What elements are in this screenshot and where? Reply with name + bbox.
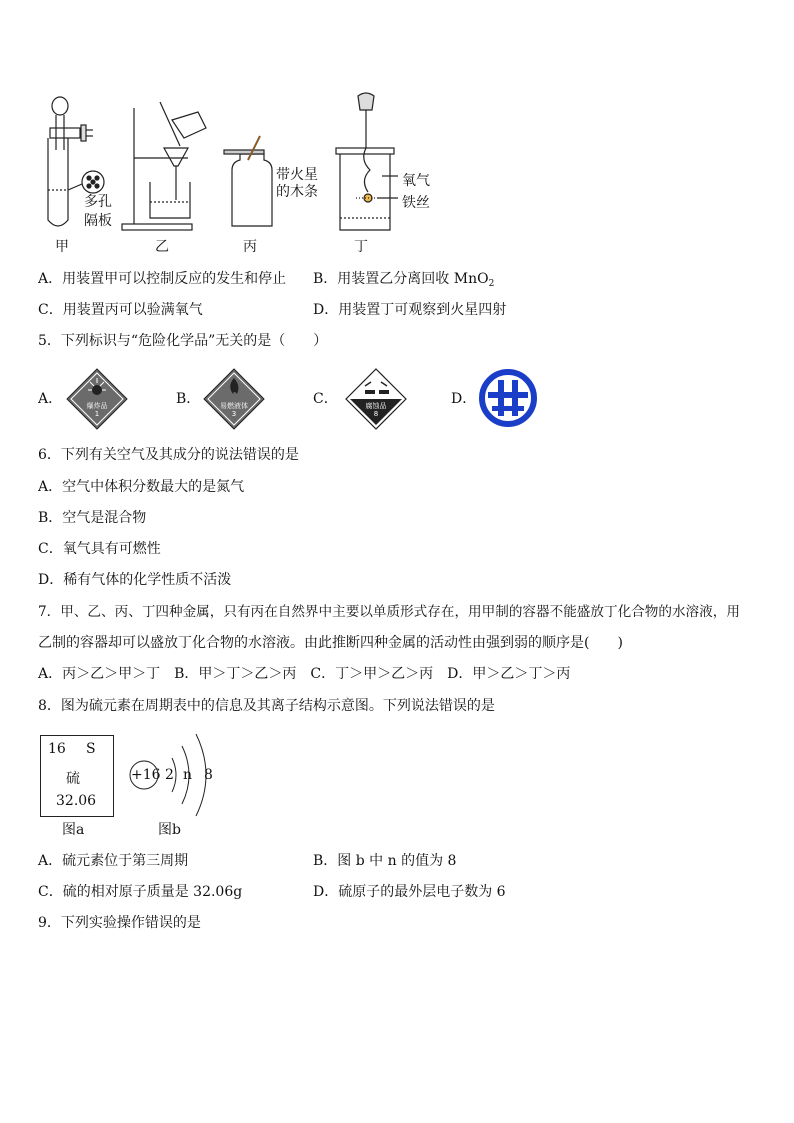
q7-options: A．丙＞乙＞甲＞丁 B．甲＞丁＞乙＞丙 C．丁＞甲＞乙＞丙 D．甲＞乙＞丁＞丙 — [38, 666, 571, 682]
q6-option-d: D．稀有气体的化学性质不活泼 — [38, 572, 232, 588]
q8-stem: 8．图为硫元素在周期表中的信息及其离子结构示意图。下列说法错误的是 — [38, 698, 495, 714]
q5-opt-b: B． — [176, 391, 201, 407]
corrosive-sign-num: 8 — [373, 410, 379, 418]
jia-label-1: 多孔 — [84, 194, 112, 210]
q5-opt-c: C． — [313, 391, 338, 407]
explosive-sign-num: 1 — [94, 410, 100, 418]
q6-option-b: B．空气是混合物 — [38, 510, 147, 526]
apparatus-label-ding: 丁 — [354, 239, 368, 255]
q6-option-c: C．氧气具有可燃性 — [38, 541, 161, 557]
flammable-liquid-sign-num: 3 — [231, 410, 237, 418]
q5-opt-d: D． — [451, 391, 477, 407]
q7-stem-line1: 7．甲、乙、丙、丁四种金属，只有丙在自然界中主要以单质形式存在，用甲制的容器不能盛放丁化合物的水溶液，用 — [38, 604, 740, 620]
ding-label-1: 氧气 — [402, 173, 430, 189]
explosive-sign — [66, 368, 128, 430]
q7-stem-line2: 乙制的容器却可以盛放丁化合物的水溶液。由此推断四种金属的活动性由强到弱的顺序是( ) — [38, 635, 623, 651]
element-number: 16 — [48, 741, 66, 757]
bing-label-2: 的木条 — [276, 184, 318, 200]
q5-stem: 5．下列标识与“危险化学品”无关的是（ ） — [38, 333, 328, 349]
fig-a-label: 图a — [62, 822, 85, 838]
apparatus-label-bing: 丙 — [243, 239, 257, 255]
element-mass: 32.06 — [56, 793, 97, 809]
shell-3-electrons: 8 — [204, 767, 213, 783]
apparatus-yi — [122, 102, 206, 230]
q8-option-d: D．硫原子的最外层电子数为 6 — [313, 884, 506, 900]
flammable-liquid-sign-text: 易燃液体 — [220, 402, 248, 410]
explosive-sign-text: 爆炸品 — [86, 402, 108, 410]
q5-opt-a: A． — [38, 391, 63, 407]
apparatus-bing — [224, 136, 272, 226]
corrosive-sign-text: 腐蚀品 — [365, 402, 387, 410]
q4-option-b: B．用装置乙分离回收 MnO$_2$ — [313, 271, 495, 289]
blue-circular-logo — [478, 368, 538, 428]
ding-label-2: 铁丝 — [402, 195, 430, 211]
apparatus-label-yi: 乙 — [155, 239, 169, 255]
fig-b-label: 图b — [158, 822, 181, 838]
jia-label-2: 隔板 — [84, 213, 112, 229]
apparatus-label-jia: 甲 — [55, 239, 69, 255]
apparatus-figure — [38, 90, 458, 260]
shell-2-electrons: n — [183, 767, 193, 783]
q8-option-c: C．硫的相对原子质量是 32.06g — [38, 884, 243, 900]
q6-stem: 6．下列有关空气及其成分的说法错误的是 — [38, 447, 299, 463]
element-name: 硫 — [66, 771, 80, 787]
q6-option-a: A．空气中体积分数最大的是氮气 — [38, 479, 245, 495]
q9-stem: 9．下列实验操作错误的是 — [38, 915, 201, 931]
shell-1-electrons: 2 — [165, 767, 174, 783]
element-symbol: S — [86, 741, 96, 757]
flammable-liquid-sign — [203, 368, 265, 430]
corrosive-sign — [345, 368, 407, 430]
bing-label-1: 带火星 — [276, 167, 318, 183]
q8-option-a: A．硫元素位于第三周期 — [38, 853, 189, 869]
q4-option-d: D．用装置丁可观察到火星四射 — [313, 302, 507, 318]
q4-option-a: A．用装置甲可以控制反应的发生和停止 — [38, 271, 287, 287]
q8-option-b: B．图 b 中 n 的值为 8 — [313, 853, 457, 869]
apparatus-ding — [336, 93, 398, 230]
nucleus-charge: +16 — [131, 767, 161, 783]
q4-option-c: C．用装置丙可以验满氧气 — [38, 302, 203, 318]
